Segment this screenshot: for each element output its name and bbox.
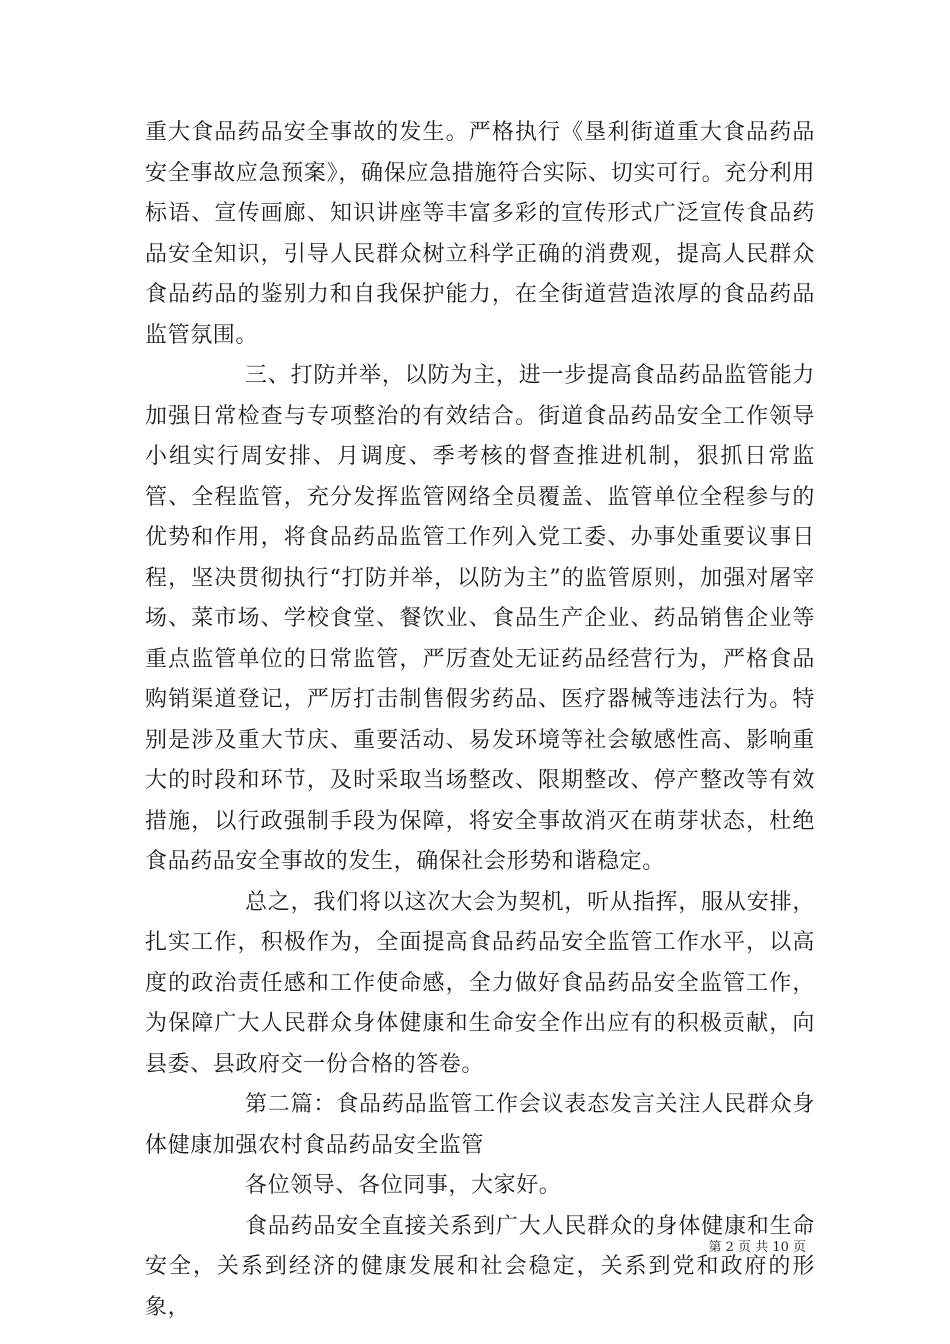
paragraph-conclusion: 总之，我们将以这次大会为契机，听从指挥，服从安排，扎实工作，积极作为，全面提高食品药品安全监管工作水平，以高度的政治责任感和工作使命感，全力做好食品药品安全监管工作，为保障广大人民群众身体健康和生命安全作出应有的积极贡献，向县委、县政府交一份合格的答卷。 [145, 889, 815, 1077]
paragraph-food-safety-importance: 食品药品安全直接关系到广大人民群众的身体健康和生命安全，关系到经济的健康发展和社会稳定，关系到党和政府的形象， [145, 1213, 815, 1320]
document-body [145, 113, 815, 1328]
paragraph-second-article-title: 第二篇：食品药品监管工作会议表态发言关注人民群众身体健康加强农村食品药品安全监管 [145, 1092, 815, 1158]
paragraph-food-safety-publicity: 重大食品药品安全事故的发生。严格执行《垦利街道重大食品药品安全事故应急预案》，确保应急措施符合实际、切实可行。充分利用标语、宣传画廊、知识讲座等丰富多彩的宣传形式广泛宣传食品药品安全知识，引导人民群众树立科学正确的消费观，提高人民群众食品药品的鉴别力和自我保护能力，在全街道营造浓厚的食品药品监管氛围。 [145, 120, 815, 348]
paragraph-section-three: 三、打防并举，以防为主，进一步提高食品药品监管能力加强日常检查与专项整治的有效结合。街道食品药品安全工作领导小组实行周安排、月调度、季考核的督查推进机制，狠抓日常监管、全程监管，充分发挥监管网络全员覆盖、监管单位全程参与的优势和作用，将食品药品监管工作列入党工委、办事处重要议事日程，坚决贯彻执行“打防并举，以防为主”的监管原则，加强对屠宰场、菜市场、学校食堂、餐饮业、食品生产企业、药品销售企业等重点监管单位的日常监管，严厉查处无证药品经营行为，严格食品购销渠道登记，严厉打击制售假劣药品、医疗器械等违法行为。特别是涉及重大节庆、重要活动、易发环境等社会敏感性高、影响重大的时段和环节，及时采取当场整改、限期整改、停产整改等有效措施，以行政强制手段为保障，将安全事故消灭在萌芽状态，杜绝食品药品安全事故的发生，确保社会形势和谐稳定。 [145, 363, 815, 874]
paragraph-greeting: 各位领导、各位同事，大家好。 [245, 1173, 562, 1198]
page-number-footer: 第 2 页 共 10 页 [708, 1240, 806, 1255]
